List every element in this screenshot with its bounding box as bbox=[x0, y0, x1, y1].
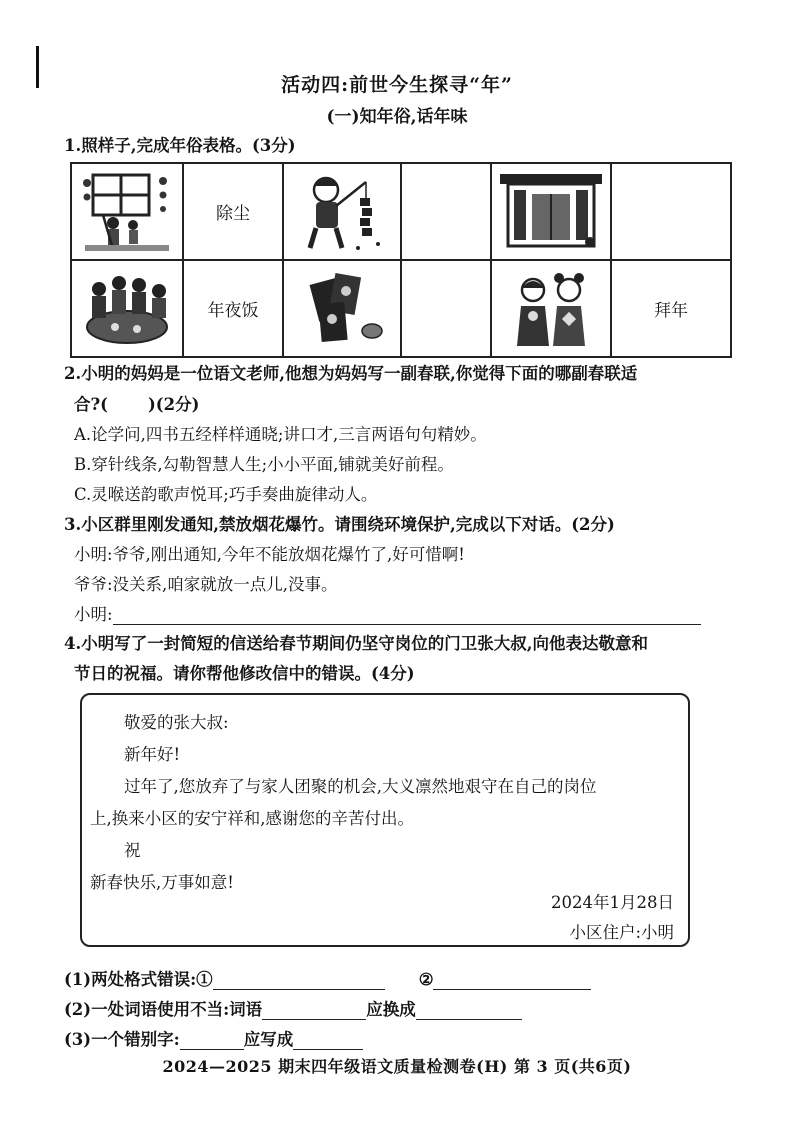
letter-body-line1: 过年了,您放弃了与家人团聚的机会,大义凛然地艰守在自己的岗位 bbox=[124, 777, 597, 796]
blank-cell-3[interactable] bbox=[401, 260, 491, 357]
q3-answer-blank[interactable] bbox=[113, 606, 701, 625]
q3-xiaoming-line: 小明:爷爷,刚出通知,今年不能放烟花爆竹了,好可惜啊! bbox=[74, 545, 465, 564]
a3-label: (3)一个错别字: bbox=[64, 1030, 180, 1049]
firecracker-illustration bbox=[292, 170, 392, 254]
a3-blank-2[interactable] bbox=[293, 1031, 363, 1050]
a2-replace-label: 应换成 bbox=[366, 1000, 416, 1019]
letter-body-line2: 上,换来小区的安宁祥和,感谢您的辛苦付出。 bbox=[90, 809, 414, 828]
a1-blank-2[interactable] bbox=[433, 971, 591, 990]
q3-prompt: 3.小区群里刚发通知,禁放烟花爆竹。请围绕环境保护,完成以下对话。(2分) bbox=[64, 515, 615, 534]
cleaning-illustration-cell bbox=[71, 163, 183, 260]
q3-answer-row bbox=[74, 601, 701, 625]
a2-label: (2)一处词语使用不当:词语 bbox=[64, 1000, 263, 1019]
blank-cell-2[interactable] bbox=[611, 163, 731, 260]
letter-wish: 新春快乐,万事如意! bbox=[90, 873, 234, 892]
table-row bbox=[71, 163, 731, 260]
new-year-greeting-illustration bbox=[501, 266, 601, 352]
q2-option-a: A.论学问,四书五经样样通晓;讲口才,三言两语句句精妙。 bbox=[74, 425, 487, 444]
a1-blank-1[interactable] bbox=[213, 971, 385, 990]
a3-row bbox=[64, 1026, 363, 1050]
q4-prompt-line2: 节日的祝福。请你帮他修改信中的错误。(4分) bbox=[74, 664, 415, 683]
door-couplet-illustration bbox=[496, 170, 606, 254]
page-footer: 2024—2025 期末四年级语文质量检测卷(H) 第 3 页(共6页) bbox=[162, 1057, 632, 1076]
letter-zhu: 祝 bbox=[124, 841, 141, 860]
letter-date: 2024年1月28日 bbox=[551, 893, 674, 912]
a2-blank-2[interactable] bbox=[416, 1001, 522, 1020]
q2-prompt-line1: 2.小明的妈妈是一位语文老师,他想为妈妈写一副春联,你觉得下面的哪副春联适 bbox=[64, 364, 638, 383]
red-envelope-illustration bbox=[292, 267, 392, 351]
custom-name-greeting: 拜年 bbox=[611, 260, 731, 357]
a1-row bbox=[64, 966, 591, 990]
letter-greeting: 新年好! bbox=[124, 745, 181, 764]
custom-name-dinner: 年夜饭 bbox=[183, 260, 283, 357]
custom-name-dust: 除尘 bbox=[183, 163, 283, 260]
letter-box bbox=[80, 693, 690, 947]
section-subtitle: (一)知年俗,话年味 bbox=[326, 107, 468, 127]
greeting-illustration-cell bbox=[491, 260, 611, 357]
a2-blank-1[interactable] bbox=[262, 1001, 366, 1020]
firecracker-illustration-cell bbox=[283, 163, 401, 260]
blank-cell-1[interactable] bbox=[401, 163, 491, 260]
q4-prompt-line1: 4.小明写了一封简短的信送给春节期间仍坚守岗位的门卫张大叔,向他表达敬意和 bbox=[64, 634, 648, 653]
dinner-illustration-cell bbox=[71, 260, 183, 357]
a3-replace-label: 应写成 bbox=[243, 1030, 294, 1049]
letter-signature: 小区住户:小明 bbox=[569, 923, 674, 942]
a2-row bbox=[64, 996, 522, 1020]
a1-label: (1)两处格式错误:① bbox=[64, 970, 213, 989]
red-envelope-illustration-cell bbox=[283, 260, 401, 357]
q2-option-c: C.灵喉送韵歌声悦耳;巧手奏曲旋律动人。 bbox=[74, 485, 378, 504]
table-row bbox=[71, 260, 731, 357]
a1-second-marker: ② bbox=[418, 970, 434, 989]
q1-prompt: 1.照样子,完成年俗表格。(3分) bbox=[64, 136, 296, 155]
q2-option-b: B.穿针线条,勾勒智慧人生;小小平面,铺就美好前程。 bbox=[74, 455, 454, 474]
family-dinner-illustration bbox=[79, 267, 175, 351]
a3-blank-1[interactable] bbox=[180, 1031, 244, 1050]
q2-prompt-line2 bbox=[74, 391, 199, 415]
q2-prompt-open: 合?( bbox=[74, 395, 108, 414]
q3-answer-label: 小明: bbox=[74, 605, 113, 624]
activity-title: 活动四:前世今生探寻“年” bbox=[281, 74, 513, 96]
q2-prompt-close: )(2分) bbox=[147, 395, 200, 414]
cleaning-illustration bbox=[79, 171, 175, 253]
couplet-illustration-cell bbox=[491, 163, 611, 260]
letter-salutation: 敬爱的张大叔: bbox=[124, 713, 229, 732]
q3-grandpa-line: 爷爷:没关系,咱家就放一点儿,没事。 bbox=[74, 575, 338, 594]
custom-table bbox=[70, 162, 732, 358]
